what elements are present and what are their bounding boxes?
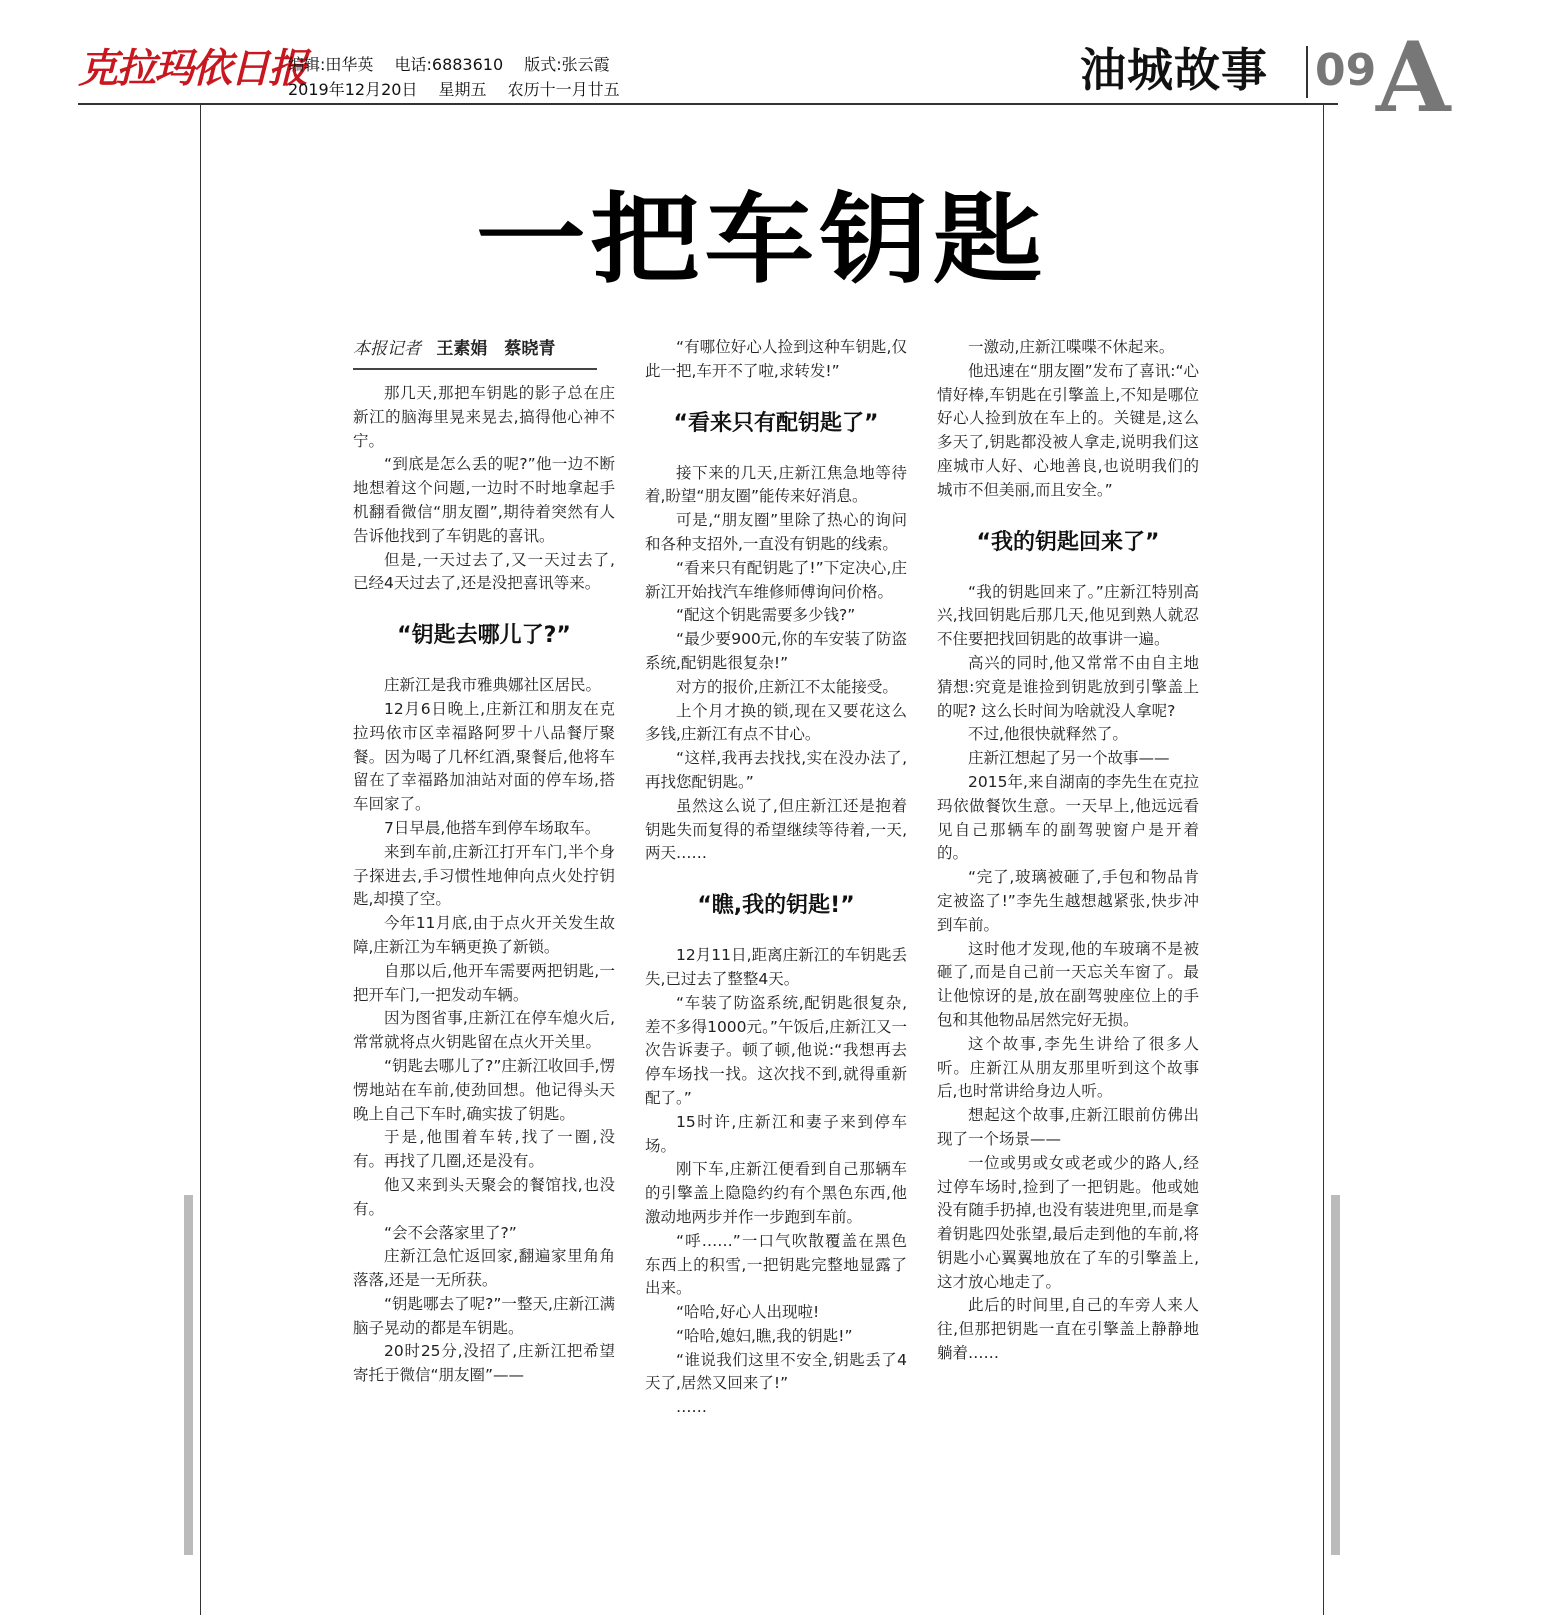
left-scroll-bar[interactable] (184, 1195, 193, 1555)
paragraph: “有哪位好心人捡到这种车钥匙,仅此一把,车开不了啦,求转发!” (645, 338, 907, 380)
paragraph: “哈哈,好心人出现啦! (676, 1303, 820, 1322)
editor-info (288, 52, 626, 75)
byline-label: 本报记者 (353, 339, 421, 359)
subheading: “看来只有配钥匙了” (673, 410, 879, 436)
paragraph: “看来只有配钥匙了!”下定决心,庄新江开始找汽车维修师傅询问价格。 (645, 558, 907, 601)
edition-letter: A (1376, 21, 1451, 134)
paragraph: 高兴的同时,他又常常不由自主地猜想:究竟是谁捡到钥匙放到引擎盖上的呢? 这么长时间为啥就没人拿呢? (937, 653, 1199, 720)
section-title: 油城故事 (1080, 43, 1268, 97)
paragraph: “谁说我们这里不安全,钥匙丢了4天了,居然又回来了!” (645, 1350, 907, 1393)
paragraph: 自那以后,他开车需要两把钥匙,一把开车门,一把发动车辆。 (353, 961, 615, 1004)
phone: 电话:6883610 (394, 55, 504, 74)
date: 2019年12月20日 (288, 80, 418, 99)
left-border (200, 105, 201, 1615)
paragraph: 这个故事,李先生讲给了很多人听。庄新江从朋友那里听到这个故事后,也时常讲给身边人听。 (937, 1034, 1199, 1101)
paragraph: 他迅速在“朋友圈”发布了喜讯:“心情好棒,车钥匙在引擎盖上,不知是哪位好心人捡到放在车上的。关键是,这么多天了,钥匙都没被人拿走,说明我们这座城市人好、心地善良,也说明我们的城市不但美丽,而且安全。” (937, 361, 1199, 499)
newspaper-masthead: 克拉玛依日报 (78, 45, 306, 92)
editor: 编辑:田华英 (288, 55, 374, 74)
subheading: “钥匙去哪儿了?” (397, 623, 571, 649)
paragraph: 12月6日晚上,庄新江和朋友在克拉玛依市区幸福路阿罗十八品餐厅聚餐。因为喝了几杯红酒,聚餐后,他将车留在了幸福路加油站对面的停车场,搭车回家了。 (353, 699, 615, 814)
paragraph: 7日早晨,他搭车到停车场取车。 (384, 818, 601, 837)
paragraph: 庄新江急忙返回家,翻遍家里角角落落,还是一无所获。 (353, 1247, 615, 1290)
paragraph: “最少要900元,你的车安装了防盗系统,配钥匙很复杂!” (645, 630, 907, 672)
paragraph: “到底是怎么丢的呢?”他一边不断地想着这个问题,一边时不时地拿起手机翻看微信“朋友圈”,期待着突然有人告诉他找到了车钥匙的喜讯。 (353, 455, 615, 545)
paragraph: “配这个钥匙需要多少钱?” (676, 606, 856, 625)
paragraph: 接下来的几天,庄新江焦急地等待着,盼望“朋友圈”能传来好消息。 (645, 463, 907, 506)
byline-names: 王素娟 蔡晓青 (436, 339, 556, 359)
paragraph: 刚下车,庄新江便看到自己那辆车的引擎盖上隐隐约约有个黑色东西,他激动地两步并作一步跑到车前。 (645, 1160, 907, 1226)
paragraph: 那几天,那把车钥匙的影子总在庄新江的脑海里晃来晃去,搞得他心神不宁。 (353, 384, 615, 450)
paragraph: 一位或男或女或老或少的路人,经过停车场时,捡到了一把钥匙。他或她没有随手扔掉,也没有装进兜里,而是拿着钥匙四处张望,最后走到他的车前,将钥匙小心翼翼地放在了车的引擎盖上,这才放心地走了。 (937, 1153, 1199, 1291)
paragraph: 不过,他很快就释然了。 (968, 725, 1128, 744)
paragraph: “呼……”一口气吹散覆盖在黑色东西上的积雪,一把钥匙完整地显露了出来。 (645, 1231, 907, 1298)
paragraph: 于是,他围着车转,找了一圈,没有。再找了几圈,还是没有。 (353, 1128, 615, 1171)
paragraph: …… (676, 1398, 707, 1417)
header-divider (1306, 46, 1308, 98)
subheading: “瞧,我的钥匙!” (697, 893, 855, 919)
article-column-3 (937, 336, 1199, 1366)
article-headline: 一把车钥匙 (475, 183, 1048, 297)
article-column-1 (353, 336, 615, 1388)
paragraph: 12月11日,距离庄新江的车钥匙丢失,已过去了整整4天。 (645, 946, 907, 988)
article-column-2 (645, 336, 907, 1420)
paragraph: 20时25分,没招了,庄新江把希望寄托于微信“朋友圈”—— (353, 1342, 615, 1385)
page-number: 09 (1315, 45, 1377, 96)
paragraph: “钥匙哪去了呢?”一整天,庄新江满脑子晃动的都是车钥匙。 (353, 1294, 615, 1337)
paragraph: 他又来到头天聚会的餐馆找,也没有。 (353, 1175, 615, 1218)
paragraph: 因为图省事,庄新江在停车熄火后,常常就将点火钥匙留在点火开关里。 (353, 1009, 615, 1052)
layout-designer: 版式:张云霞 (524, 55, 610, 74)
paragraph: 这时他才发现,他的车玻璃不是被砸了,而是自己前一天忘关车窗了。最让他惊讶的是,放在副驾驶座位上的手包和其他物品居然完好无损。 (937, 939, 1199, 1029)
paragraph: “这样,我再去找找,实在没办法了,再找您配钥匙。” (645, 749, 907, 791)
paragraph: “完了,玻璃被砸了,手包和物品肯定被盗了!”李先生越想越紧张,快步冲到车前。 (937, 868, 1199, 934)
paragraph: 一激动,庄新江喋喋不休起来。 (968, 338, 1175, 356)
right-scroll-bar[interactable] (1331, 1195, 1340, 1555)
byline (353, 336, 597, 370)
subheading: “我的钥匙回来了” (976, 529, 1160, 555)
paragraph: 庄新江想起了另一个故事—— (968, 749, 1170, 768)
right-border (1323, 105, 1324, 1615)
paragraph: 此后的时间里,自己的车旁人来人往,但那把钥匙一直在引擎盖上静静地躺着…… (937, 1296, 1199, 1363)
paragraph: “哈哈,媳妇,瞧,我的钥匙!” (676, 1326, 853, 1345)
paragraph: 想起这个故事,庄新江眼前仿佛出现了一个场景—— (937, 1106, 1199, 1148)
paragraph: 2015年,来自湖南的李先生在克拉玛依做餐饮生意。一天早上,他远远看见自己那辆车的副驾驶窗户是开着的。 (937, 772, 1199, 863)
paragraph: 上个月才换的锁,现在又要花这么多钱,庄新江有点不甘心。 (645, 701, 907, 744)
date-info (288, 77, 636, 100)
paragraph: 虽然这么说了,但庄新江还是抱着钥匙失而复得的希望继续等待着,一天,两天…… (645, 796, 907, 863)
paragraph: “会不会落家里了?” (384, 1223, 517, 1242)
header-rule (78, 103, 1338, 105)
paragraph: 来到车前,庄新江打开车门,半个身子探进去,手习惯性地伸向点火处拧钥匙,却摸了空。 (353, 842, 615, 909)
paragraph: 可是,“朋友圈”里除了热心的询问和各种支招外,一直没有钥匙的线索。 (645, 511, 907, 553)
paragraph: “我的钥匙回来了。”庄新江特别高兴,找回钥匙后那几天,他见到熟人就忍不住要把找回钥匙的故事讲一遍。 (937, 582, 1199, 649)
paragraph: 但是,一天过去了,又一天过去了,已经4天过去了,还是没把喜讯等来。 (353, 550, 615, 593)
weekday: 星期五 (438, 80, 487, 99)
paragraph: 今年11月底,由于点火开关发生故障,庄新江为车辆更换了新锁。 (353, 914, 615, 956)
paragraph: 庄新江是我市雅典娜社区居民。 (384, 676, 602, 695)
paragraph: 对方的报价,庄新江不太能接受。 (676, 677, 898, 696)
paragraph: “钥匙去哪儿了?”庄新江收回手,愣愣地站在车前,使劲回想。他记得头天晚上自己下车时,确实拔了钥匙。 (353, 1056, 615, 1123)
paragraph: 15时许,庄新江和妻子来到停车场。 (645, 1112, 907, 1155)
paragraph: “车装了防盗系统,配钥匙很复杂,差不多得1000元。”午饭后,庄新江又一次告诉妻子。顿了顿,他说:“我想再去停车场找一找。这次找不到,就得重新配了。” (645, 993, 907, 1107)
lunar-date: 农历十一月廿五 (507, 80, 620, 99)
